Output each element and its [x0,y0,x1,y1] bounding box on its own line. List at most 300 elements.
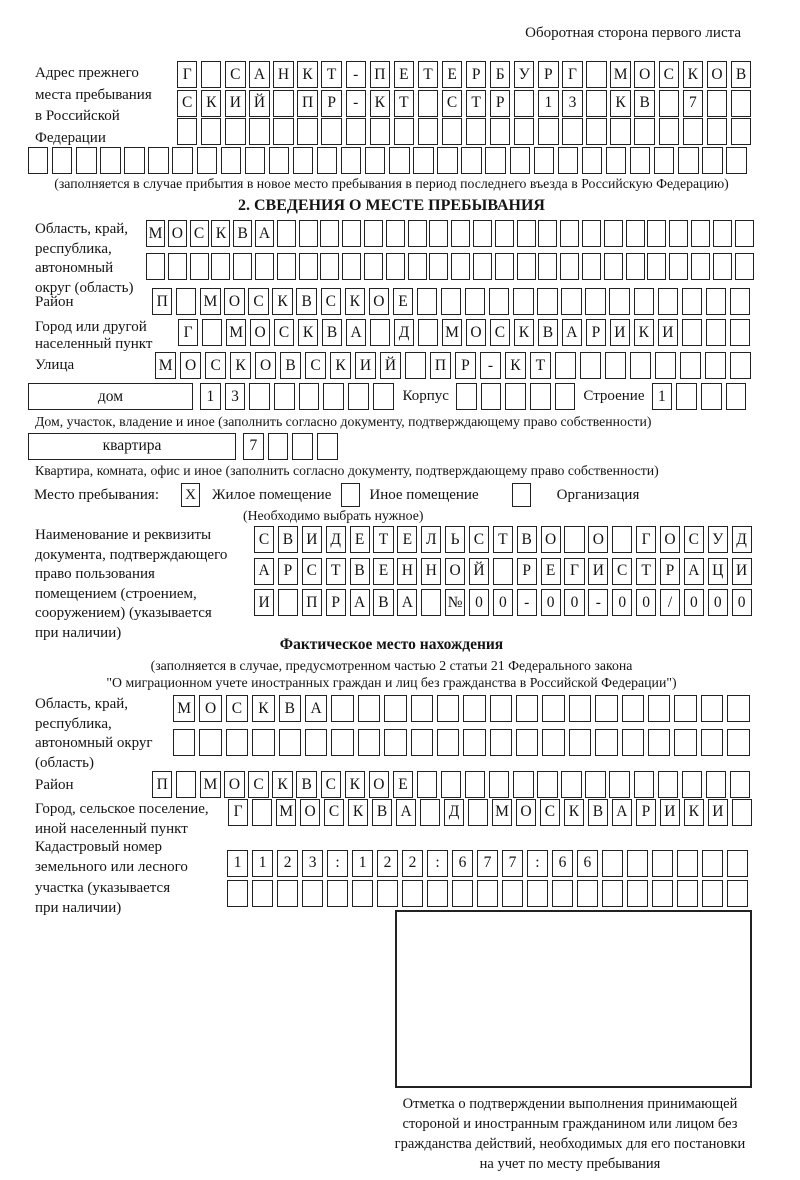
char-cell: С [302,558,322,585]
char-cell [299,220,318,247]
char-cell [320,220,339,247]
char-cell: П [297,90,317,117]
char-cell [735,253,754,280]
char-cell: К [297,61,317,88]
char-cell [199,729,221,756]
kvartira-cells [243,433,338,460]
char-cell: О [199,695,221,722]
char-cell: - [346,61,366,88]
char-cell: С [248,288,268,315]
char-cell [513,288,533,315]
char-cell: С [254,526,274,553]
char-cell [658,288,678,315]
char-cell: Н [421,558,441,585]
char-cell [682,771,702,798]
char-cell [702,850,723,877]
char-cell [389,147,409,174]
char-cell: О [445,558,465,585]
char-cell [652,880,673,907]
char-cell: О [369,288,389,315]
char-cell [514,118,534,145]
char-cell [676,383,697,410]
char-cell: О [224,771,244,798]
char-cell: Р [278,558,298,585]
char-cell: С [540,799,560,826]
char-cell: 0 [469,589,489,616]
char-cell: М [442,319,462,346]
char-cell [706,771,726,798]
char-cell: - [346,90,366,117]
fact-oblast-row-1 [173,695,750,722]
char-cell: Д [394,319,414,346]
char-cell [489,771,509,798]
char-cell [569,695,591,722]
char-cell [595,729,617,756]
char-cell [560,253,579,280]
char-cell: С [225,61,245,88]
char-cell [727,695,749,722]
char-cell: К [211,220,230,247]
fact-title: Фактическое место нахождения [279,636,504,653]
char-cell: № [445,589,465,616]
char-cell: 1 [538,90,558,117]
fact-oblast-label: Область, край, республика, автономный округ (область) [35,696,153,771]
char-cell: Т [373,526,393,553]
prev-address-note: (заполняется в случае прибытия в новое место пребывания в период последнего въезда в Российскую Федерацию) [54,176,729,191]
char-cell: В [278,526,298,553]
char-cell [100,147,120,174]
char-cell: И [588,558,608,585]
char-cell: С [612,558,632,585]
char-cell [211,253,230,280]
char-cell [485,147,505,174]
kadastr-label: Кадастровый номер земельного или лесного участка (указывается при наличии) [35,838,188,916]
char-cell [732,799,752,826]
char-cell [555,352,576,379]
char-cell [277,253,296,280]
char-cell: К [684,799,704,826]
char-cell: В [322,319,342,346]
char-cell [463,695,485,722]
korpus-label: Корпус [402,388,449,404]
char-cell [495,220,514,247]
char-cell: - [588,589,608,616]
char-cell [564,526,584,553]
char-cell [327,880,348,907]
char-cell [680,352,701,379]
char-cell [489,288,509,315]
char-cell [302,880,323,907]
char-cell [411,695,433,722]
char-cell: Г [562,61,582,88]
char-cell: С [177,90,197,117]
char-cell: Ь [445,526,465,553]
stamp-caption: Отметка о подтверждении выполнения принимающей стороной и иностранным гражданином или лицом без гражданства действий, необходимых для его постановки на учет по месту пребывания [394,1095,746,1172]
char-cell [634,771,654,798]
char-cell [538,220,557,247]
doc-row-3 [254,589,752,616]
char-cell: : [327,850,348,877]
char-cell [352,880,373,907]
char-cell [342,253,361,280]
char-cell: М [492,799,512,826]
char-cell: К [345,288,365,315]
char-cell [358,729,380,756]
char-cell: 3 [302,850,323,877]
char-cell [413,147,433,174]
char-cell [585,771,605,798]
char-cell: К [201,90,221,117]
char-cell [652,850,673,877]
char-cell [682,319,702,346]
char-cell [437,729,459,756]
char-cell: Н [273,61,293,88]
char-cell [555,383,576,410]
doc-row-1 [254,526,752,553]
char-cell [582,220,601,247]
char-cell [602,850,623,877]
char-cell [418,118,438,145]
char-cell [530,383,551,410]
char-cell [562,118,582,145]
char-cell [370,319,390,346]
char-cell: Е [393,288,413,315]
char-cell: Д [326,526,346,553]
rayon-block [28,288,755,315]
gorod-label: Город или другой населенный пункт [35,319,153,352]
char-cell: А [562,319,582,346]
char-cell: Г [228,799,248,826]
char-cell [269,147,289,174]
char-cell [249,383,270,410]
char-cell [461,147,481,174]
char-cell: Т [394,90,414,117]
char-cell [190,253,209,280]
char-cell [726,383,747,410]
char-cell [609,288,629,315]
char-cell [707,90,727,117]
char-cell: Й [469,558,489,585]
char-cell: С [248,771,268,798]
char-cell [463,729,485,756]
char-cell: В [350,558,370,585]
char-cell [701,729,723,756]
char-cell [465,771,485,798]
char-cell: И [254,589,274,616]
checkbox-organizatsiya [512,483,531,507]
char-cell [609,771,629,798]
char-cell: Е [350,526,370,553]
char-cell [373,383,394,410]
char-cell [226,729,248,756]
char-cell: Д [732,526,752,553]
char-cell: Л [421,526,441,553]
dom-block [28,383,755,410]
char-cell: А [612,799,632,826]
char-cell: Е [541,558,561,585]
char-cell [252,799,272,826]
char-cell [173,729,195,756]
char-cell [659,90,679,117]
char-cell: 6 [452,850,473,877]
char-cell [417,288,437,315]
char-cell: С [190,220,209,247]
char-cell [634,288,654,315]
ulitsa-block [28,352,755,379]
char-cell: 0 [541,589,561,616]
char-cell: А [350,589,370,616]
char-cell [517,253,536,280]
char-cell [365,147,385,174]
char-cell [252,729,274,756]
char-cell [730,319,750,346]
char-cell [245,147,265,174]
char-cell [427,880,448,907]
char-cell [569,729,591,756]
char-cell: О [224,288,244,315]
char-cell [727,880,748,907]
char-cell [233,253,252,280]
char-cell [669,253,688,280]
char-cell [674,695,696,722]
char-cell: С [274,319,294,346]
char-cell [441,771,461,798]
char-cell [221,147,241,174]
char-cell [452,880,473,907]
char-cell: В [233,220,252,247]
char-cell: С [490,319,510,346]
char-cell: К [330,352,351,379]
char-cell [538,253,557,280]
char-cell [146,253,165,280]
char-cell [277,220,296,247]
char-cell [420,799,440,826]
char-cell: 0 [636,589,656,616]
char-cell [626,253,645,280]
char-cell [402,880,423,907]
char-cell [386,220,405,247]
char-cell [585,288,605,315]
char-cell: П [302,589,322,616]
char-cell: К [564,799,584,826]
char-cell [612,526,632,553]
char-cell: А [254,558,274,585]
char-cell [468,799,488,826]
char-cell [320,253,339,280]
char-cell [586,90,606,117]
char-cell: И [658,319,678,346]
char-cell: Р [660,558,680,585]
char-cell: М [610,61,630,88]
char-cell: 1 [252,850,273,877]
char-cell [605,352,626,379]
kadastr-block [28,838,755,916]
char-cell: С [321,771,341,798]
char-cell: И [708,799,728,826]
char-cell [273,90,293,117]
char-cell [176,771,196,798]
char-cell [630,147,650,174]
stroenie-cells [652,383,747,410]
char-cell: Т [321,61,341,88]
char-cell [580,352,601,379]
char-cell: У [514,61,534,88]
char-cell [502,880,523,907]
char-cell: Й [249,90,269,117]
char-cell [493,558,513,585]
char-cell: Р [586,319,606,346]
char-cell [278,589,298,616]
char-cell [542,695,564,722]
char-cell [172,147,192,174]
char-cell: 3 [225,383,246,410]
fact-rayon-label: Район [35,777,74,793]
kvartira-note: Квартира, комната, офис и иное (заполнить согласно документу, подтверждающему право собственности) [35,463,659,478]
char-cell [713,253,732,280]
char-cell [52,147,72,174]
char-cell: Е [393,771,413,798]
dom-box: дом [28,383,193,410]
mesto-note: (Необходимо выбрать нужное) [243,508,424,523]
char-cell: Р [636,799,656,826]
char-cell [622,729,644,756]
char-cell: 2 [377,850,398,877]
fact-gorod-label: Город, сельское поселение, иной населенный пункт [35,800,209,837]
char-cell [317,147,337,174]
char-cell [279,729,301,756]
oblast-block [28,220,755,296]
char-cell [647,253,666,280]
char-cell [514,90,534,117]
dom-note: Дом, участок, владение и иное (заполнить согласно документу, подтверждающему право собственности) [35,413,652,429]
char-cell [490,118,510,145]
char-cell: К [348,799,368,826]
char-cell [394,118,414,145]
char-cell: В [279,695,301,722]
char-cell: : [527,850,548,877]
char-cell [604,220,623,247]
char-cell [292,433,313,460]
char-cell: П [370,61,390,88]
char-cell [124,147,144,174]
char-cell [177,118,197,145]
char-cell: К [230,352,251,379]
char-cell [701,383,722,410]
char-cell: К [514,319,534,346]
char-cell: Е [373,558,393,585]
char-cell [534,147,554,174]
char-cell [678,147,698,174]
char-cell: 6 [552,850,573,877]
char-cell: Г [636,526,656,553]
char-cell [627,850,648,877]
char-cell: 1 [352,850,373,877]
char-cell [477,880,498,907]
char-cell [538,118,558,145]
char-cell [537,288,557,315]
char-cell [655,352,676,379]
char-cell: С [659,61,679,88]
char-cell [197,147,217,174]
char-cell: Е [394,61,414,88]
char-cell: 0 [493,589,513,616]
char-cell [610,118,630,145]
char-cell: С [469,526,489,553]
char-cell [148,147,168,174]
char-cell [505,383,526,410]
char-cell [451,220,470,247]
char-cell [364,253,383,280]
ulitsa-row [155,352,751,379]
char-cell [730,771,750,798]
char-cell: Р [466,61,486,88]
mesto-block [28,483,755,507]
prev-address-row-4 [28,147,755,174]
char-cell: П [152,771,172,798]
char-cell [727,850,748,877]
char-cell [691,253,710,280]
oblast-row-2 [146,253,754,280]
char-cell: В [588,799,608,826]
char-cell: М [226,319,246,346]
char-cell: 2 [277,850,298,877]
char-cell: 1 [652,383,673,410]
char-cell: О [168,220,187,247]
char-cell [604,253,623,280]
char-cell: Р [326,589,346,616]
char-cell: А [249,61,269,88]
char-cell [201,61,221,88]
char-cell: К [505,352,526,379]
fact-rayon-block [28,771,755,798]
char-cell: О [588,526,608,553]
char-cell: В [634,90,654,117]
char-cell: О [250,319,270,346]
char-cell: С [442,90,462,117]
char-cell [323,383,344,410]
prev-address-row-3 [177,118,751,145]
ulitsa-label: Улица [35,357,75,373]
char-cell [648,729,670,756]
char-cell [560,220,579,247]
char-cell [346,118,366,145]
char-cell [730,352,751,379]
char-cell [577,880,598,907]
char-cell [249,118,269,145]
char-cell [481,383,502,410]
char-cell [706,319,726,346]
char-cell: Г [564,558,584,585]
char-cell: 1 [227,850,248,877]
char-cell [669,220,688,247]
char-cell [417,771,437,798]
char-cell [677,880,698,907]
char-cell [561,288,581,315]
char-cell: 7 [243,433,264,460]
char-cell [364,220,383,247]
char-cell [677,850,698,877]
char-cell [225,118,245,145]
char-cell [516,729,538,756]
char-cell: К [345,771,365,798]
char-cell: Р [321,90,341,117]
checkbox-inoe [341,483,360,507]
char-cell: У [708,526,728,553]
char-cell [437,695,459,722]
option-organizatsiya-label: Организация [556,486,640,503]
char-cell [630,352,651,379]
char-cell: С [684,526,704,553]
